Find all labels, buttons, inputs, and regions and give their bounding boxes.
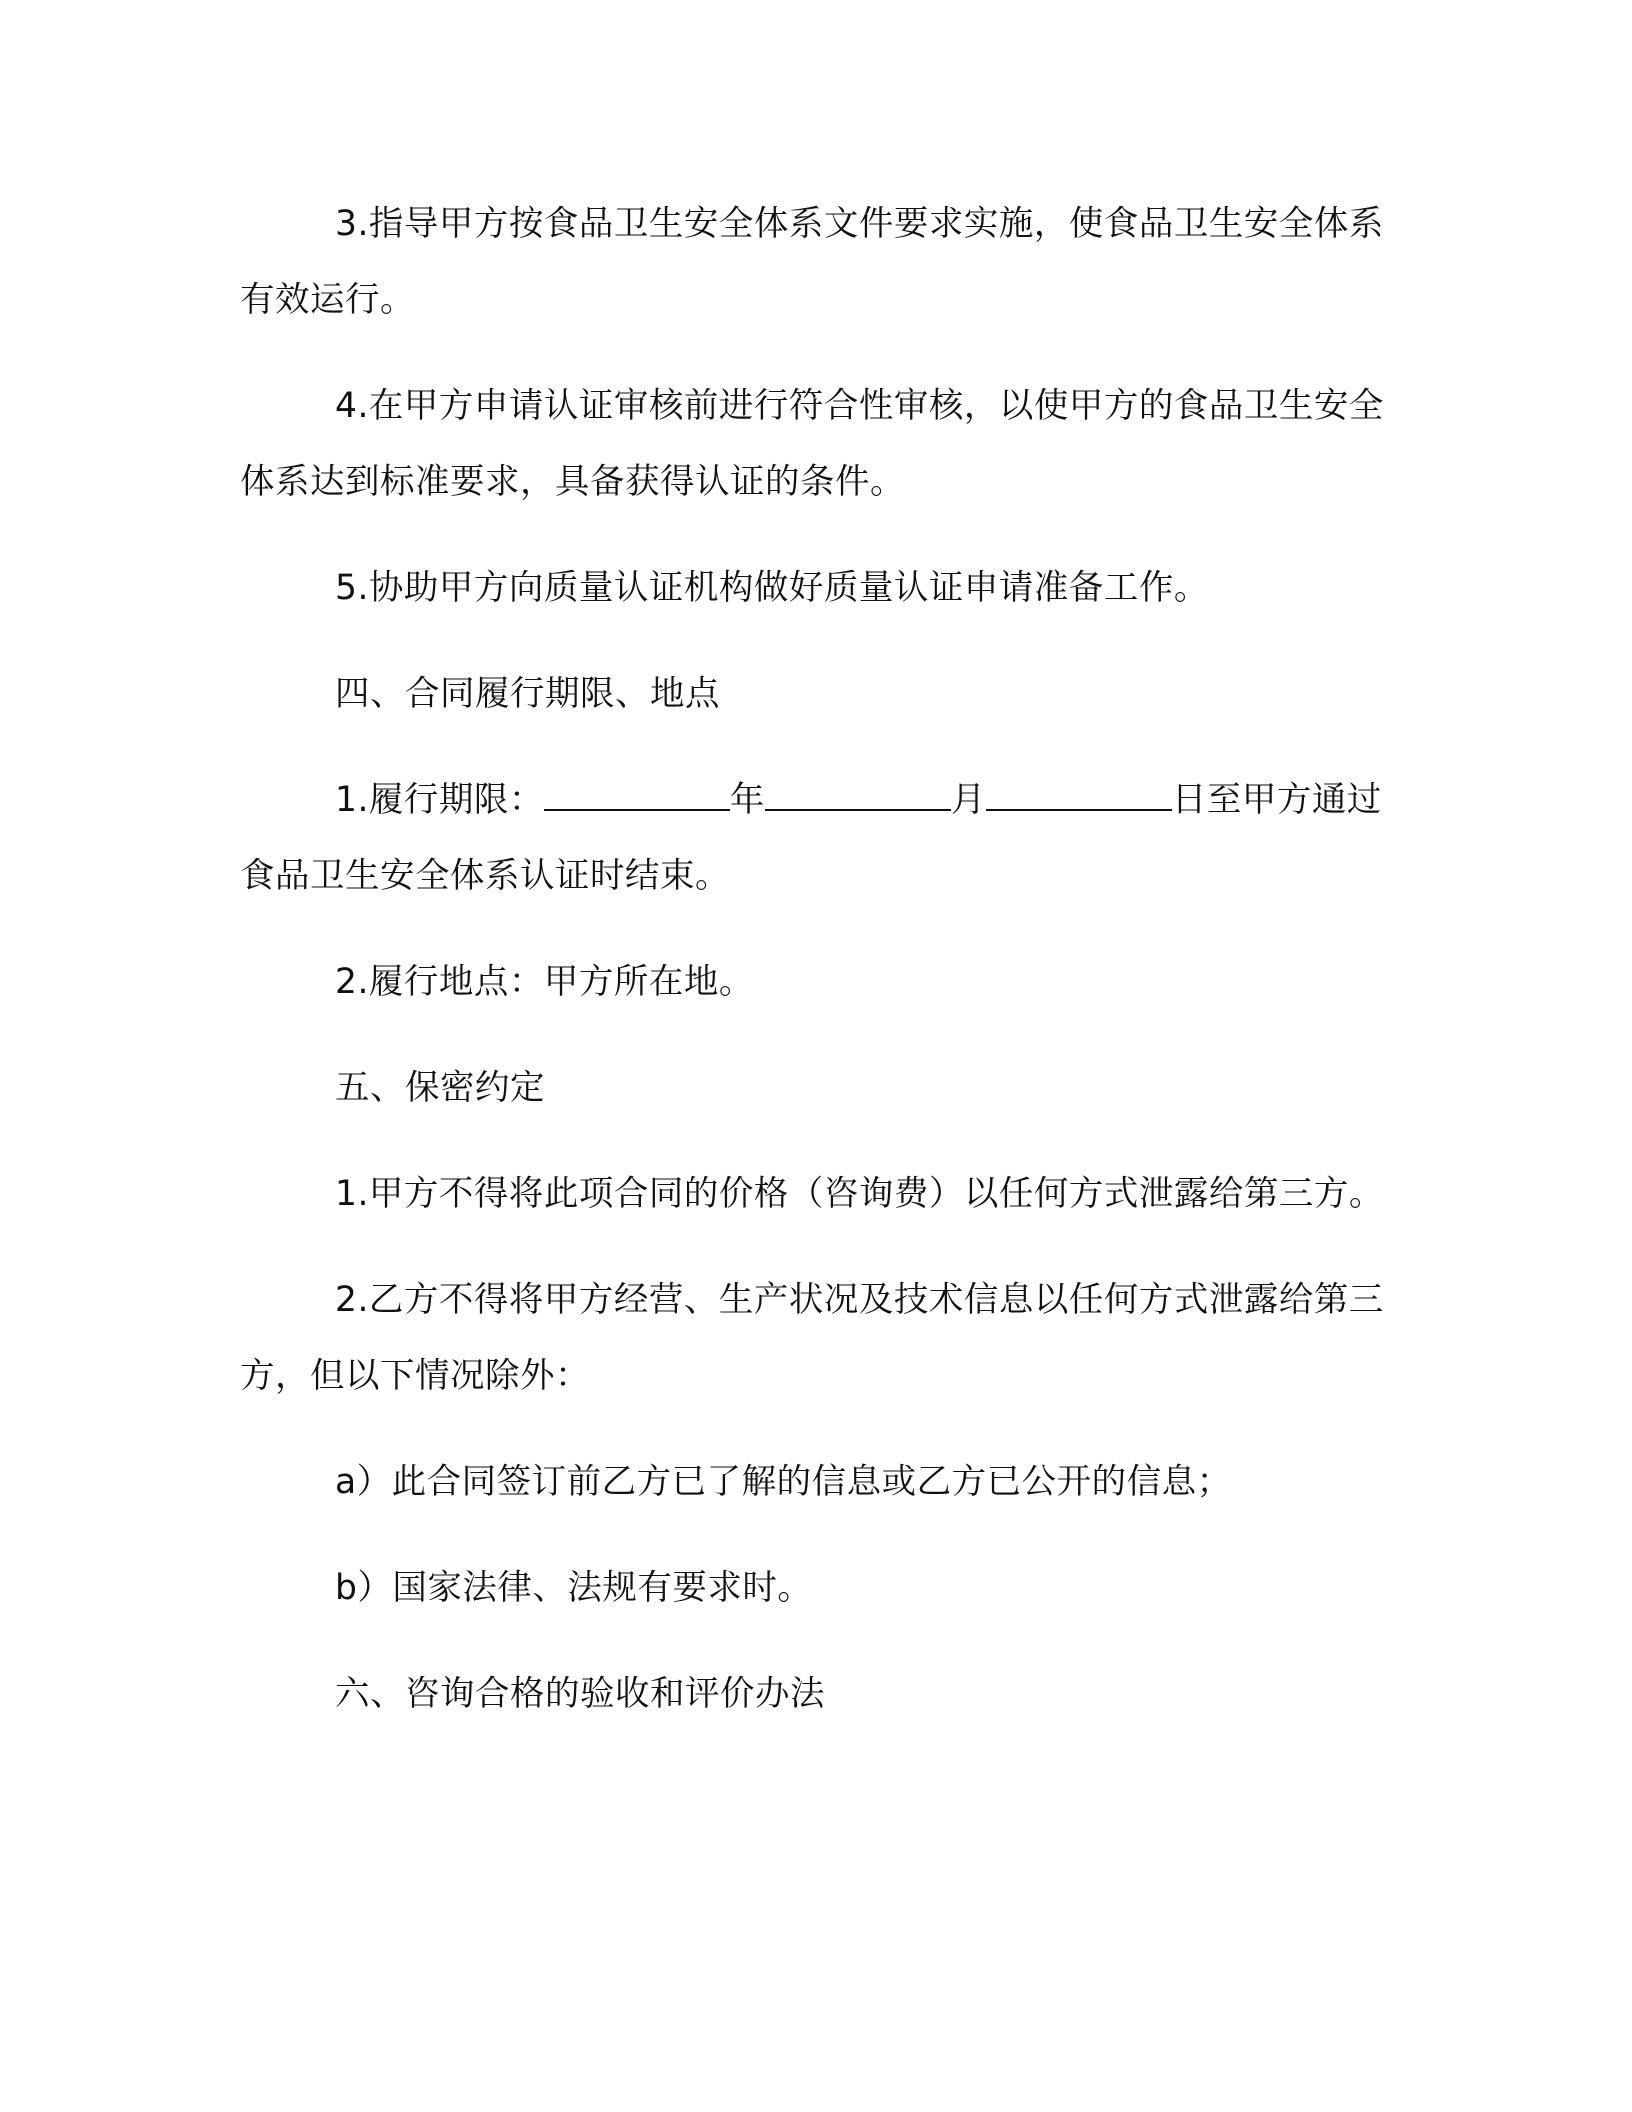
exception-a: a）此合同签订前乙方已了解的信息或乙方已公开的信息； xyxy=(335,1462,1232,1502)
section-heading-4: 四、合同履行期限、地点 xyxy=(335,674,720,714)
confidentiality-clause-2: 2.乙方不得将甲方经营、生产状况及技术信息以任何方式泄露给第三方，但以下情况除外： xyxy=(240,1280,1384,1396)
place-clause: 2.履行地点：甲方所在地。 xyxy=(335,962,754,1002)
day-blank xyxy=(986,779,1172,811)
section-heading-6: 六、咨询合格的验收和评价办法 xyxy=(335,1674,825,1714)
month-label: 月 xyxy=(950,780,986,820)
clause-item-3: 3.指导甲方按食品卫生安全体系文件要求实施，使食品卫生安全体系有效运行。 xyxy=(240,204,1384,320)
exception-b: b）国家法律、法规有要求时。 xyxy=(335,1568,813,1608)
clause-item-4: 4.在甲方申请认证审核前进行符合性审核，以使甲方的食品卫生安全体系达到标准要求，具备获得认证的条件。 xyxy=(240,386,1384,502)
term-suffix: 日至甲方通过食品卫生安全体系认证时结束。 xyxy=(240,780,1382,896)
term-clause xyxy=(240,762,1390,914)
year-label: 年 xyxy=(729,780,765,820)
confidentiality-clause-1: 1.甲方不得将此项合同的价格（咨询费）以任何方式泄露给第三方。 xyxy=(335,1174,1384,1214)
document-body xyxy=(240,186,1390,1732)
month-blank xyxy=(765,779,951,811)
section-heading-5: 五、保密约定 xyxy=(335,1068,545,1108)
clause-item-5: 5.协助甲方向质量认证机构做好质量认证申请准备工作。 xyxy=(335,568,1209,608)
term-prefix: 1.履行期限： xyxy=(335,780,544,820)
year-blank xyxy=(544,779,730,811)
